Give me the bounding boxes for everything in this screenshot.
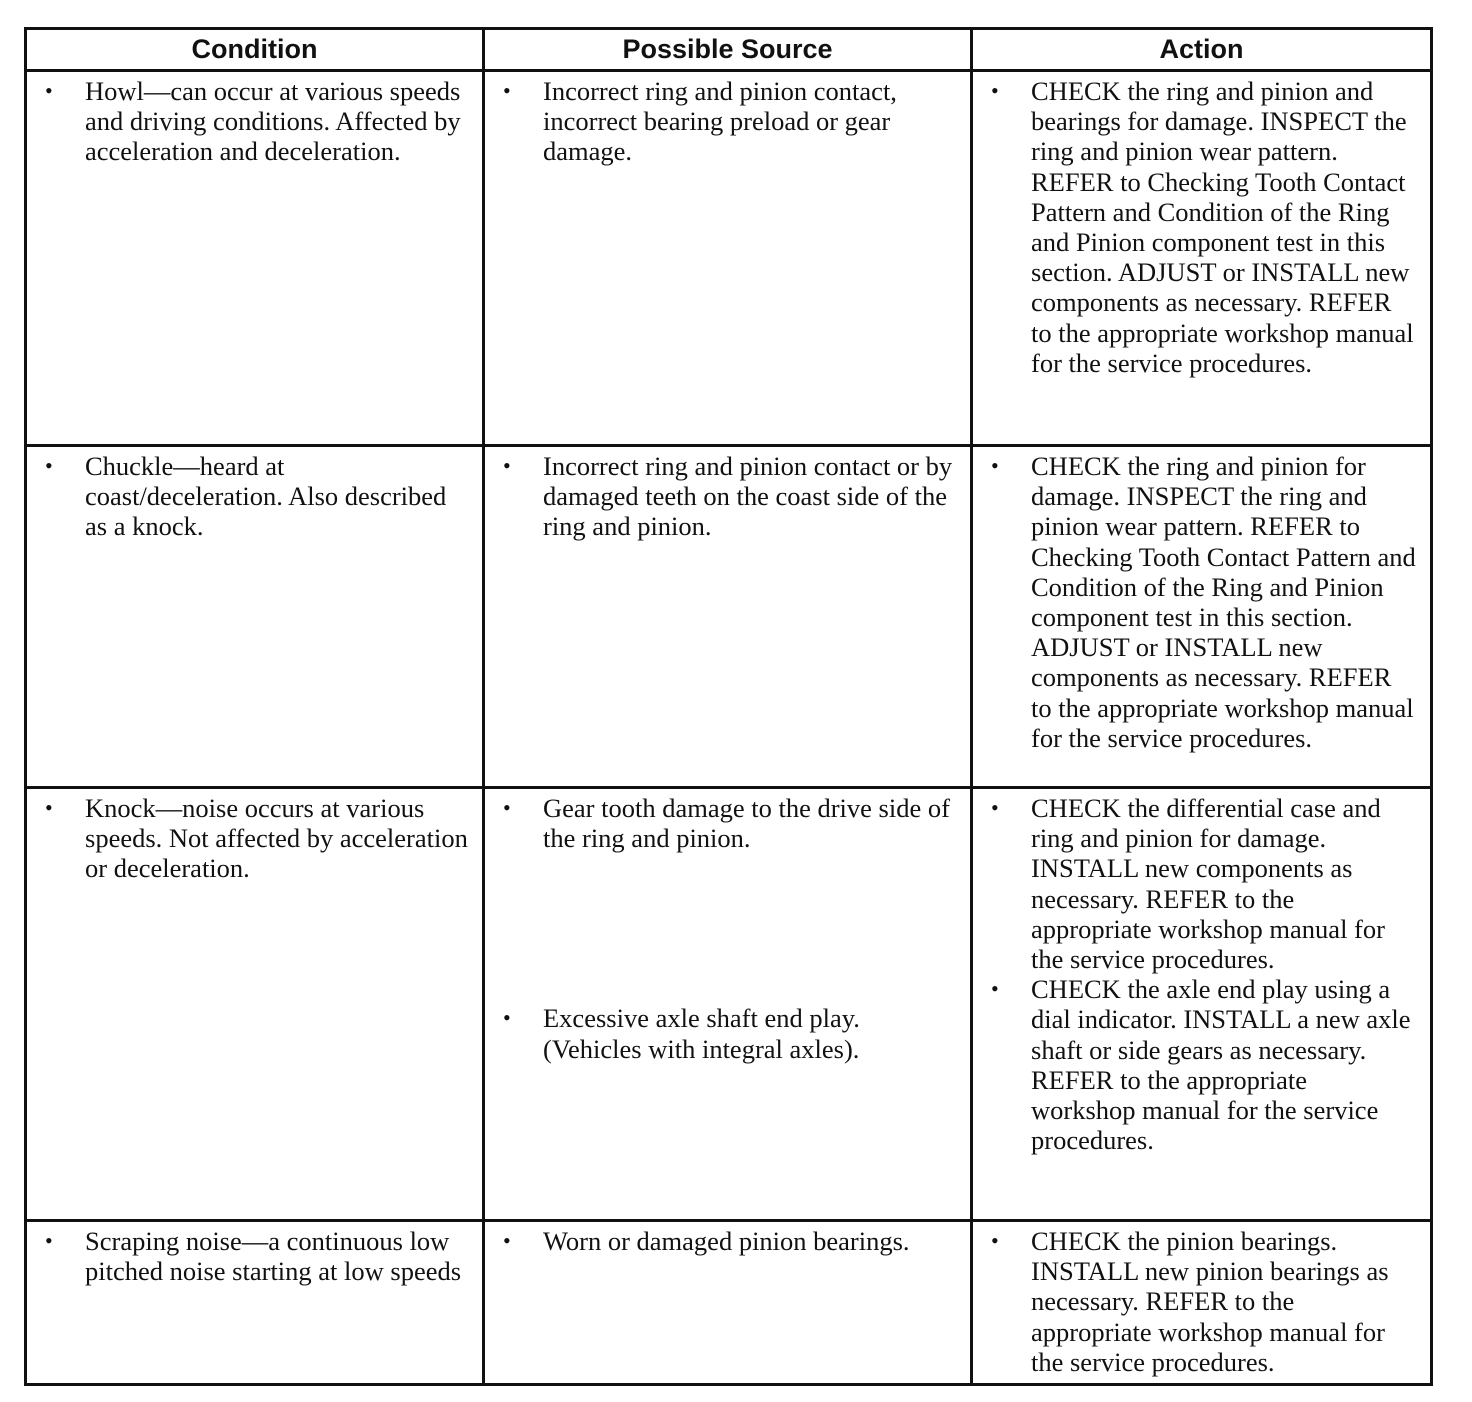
- spacer: [495, 853, 958, 1003]
- header-possible-source: Possible Source: [484, 29, 972, 71]
- source-item: [495, 793, 958, 853]
- action-text: CHECK the differential case and ring and pinion for damage. INSTALL new components as necessary. REFER to the appropriate workshop manual for the service procedures.: [1031, 793, 1385, 975]
- source-cell: [484, 446, 972, 788]
- table-row-howl: [26, 71, 1432, 446]
- action-cell: [972, 1221, 1432, 1385]
- action-text: CHECK the pinion bearings. INSTALL new pinion bearings as necessary. REFER to the appropriate workshop manual for the service procedures.: [1031, 1226, 1389, 1377]
- bullet-icon: •: [503, 1228, 511, 1253]
- condition-text: Howl—can occur at various speeds and driving conditions. Affected by acceleration and deceleration.: [85, 76, 461, 167]
- action-text: CHECK the axle end play using a dial indicator. INSTALL a new axle shaft or side gears as necessary. REFER to the appropriate workshop manual for the service procedures.: [1031, 974, 1411, 1156]
- header-condition: Condition: [26, 29, 484, 71]
- condition-cell: [26, 71, 484, 446]
- bullet-icon: •: [45, 453, 53, 478]
- source-text: Incorrect ring and pinion contact, incorrect bearing preload or gear damage.: [543, 76, 897, 167]
- diagnosis-table: [24, 27, 1433, 1386]
- bullet-icon: •: [503, 453, 511, 478]
- action-item: [983, 76, 1418, 378]
- bullet-icon: •: [991, 78, 999, 103]
- table-row-scraping-noise: [26, 1221, 1432, 1385]
- header-row: [26, 29, 1432, 71]
- table-header: [26, 29, 1432, 71]
- condition-item: [37, 451, 470, 542]
- bullet-icon: •: [45, 795, 53, 820]
- source-item: [495, 1003, 958, 1063]
- bullet-icon: •: [503, 78, 511, 103]
- condition-item: [37, 793, 470, 884]
- action-item: [983, 974, 1418, 1155]
- source-cell: [484, 71, 972, 446]
- action-cell: [972, 71, 1432, 446]
- table-body: [26, 71, 1432, 1385]
- action-item: [983, 451, 1418, 753]
- condition-item: [37, 76, 470, 167]
- source-item: [495, 1226, 958, 1256]
- source-text: Incorrect ring and pinion contact or by damaged teeth on the coast side of the ring and pinion.: [543, 451, 953, 542]
- action-item: [983, 793, 1418, 974]
- bullet-icon: •: [45, 78, 53, 103]
- table-row-chuckle: [26, 446, 1432, 788]
- condition-text: Knock—noise occurs at various speeds. Not affected by acceleration or deceleration.: [85, 793, 468, 884]
- condition-text: Scraping noise—a continuous low pitched noise starting at low speeds: [85, 1226, 462, 1287]
- condition-cell: [26, 1221, 484, 1385]
- source-item: [495, 76, 958, 167]
- source-text: Excessive axle shaft end play. (Vehicles with integral axles).: [543, 1003, 860, 1064]
- action-text: CHECK the ring and pinion and bearings for damage. INSPECT the ring and pinion wear pattern. REFER to Checking Tooth Contact Pattern and Condition of the Ring and Pinion component test in this section. ADJUST or INSTALL new components as necessary. REFER to the appropriate workshop manual for the service procedures.: [1031, 76, 1414, 378]
- action-cell: [972, 788, 1432, 1221]
- condition-text: Chuckle—heard at coast/deceleration. Also described as a knock.: [85, 451, 447, 542]
- bullet-icon: •: [45, 1228, 53, 1253]
- header-action: Action: [972, 29, 1432, 71]
- condition-cell: [26, 446, 484, 788]
- bullet-icon: •: [991, 795, 999, 820]
- bullet-icon: •: [991, 453, 999, 478]
- bullet-icon: •: [503, 1005, 511, 1031]
- diagnosis-table-container: [24, 27, 1430, 1386]
- source-item: [495, 451, 958, 542]
- source-text: Gear tooth damage to the drive side of the ring and pinion.: [543, 793, 950, 854]
- source-cell: [484, 1221, 972, 1385]
- source-cell: [484, 788, 972, 1221]
- action-text: CHECK the ring and pinion for damage. INSPECT the ring and pinion wear pattern. REFER to Checking Tooth Contact Pattern and Condition of the Ring and Pinion component test in this section. ADJUST or INSTALL new components as necessary. REFER to the appropriate workshop manual for the service procedures.: [1031, 451, 1416, 753]
- action-item: [983, 1226, 1418, 1377]
- source-text: Worn or damaged pinion bearings.: [543, 1226, 910, 1256]
- bullet-icon: •: [503, 795, 511, 820]
- action-cell: [972, 446, 1432, 788]
- table-row-knock: [26, 788, 1432, 1221]
- condition-cell: [26, 788, 484, 1221]
- bullet-icon: •: [991, 1228, 999, 1253]
- condition-item: [37, 1226, 470, 1286]
- bullet-icon: •: [991, 976, 999, 1002]
